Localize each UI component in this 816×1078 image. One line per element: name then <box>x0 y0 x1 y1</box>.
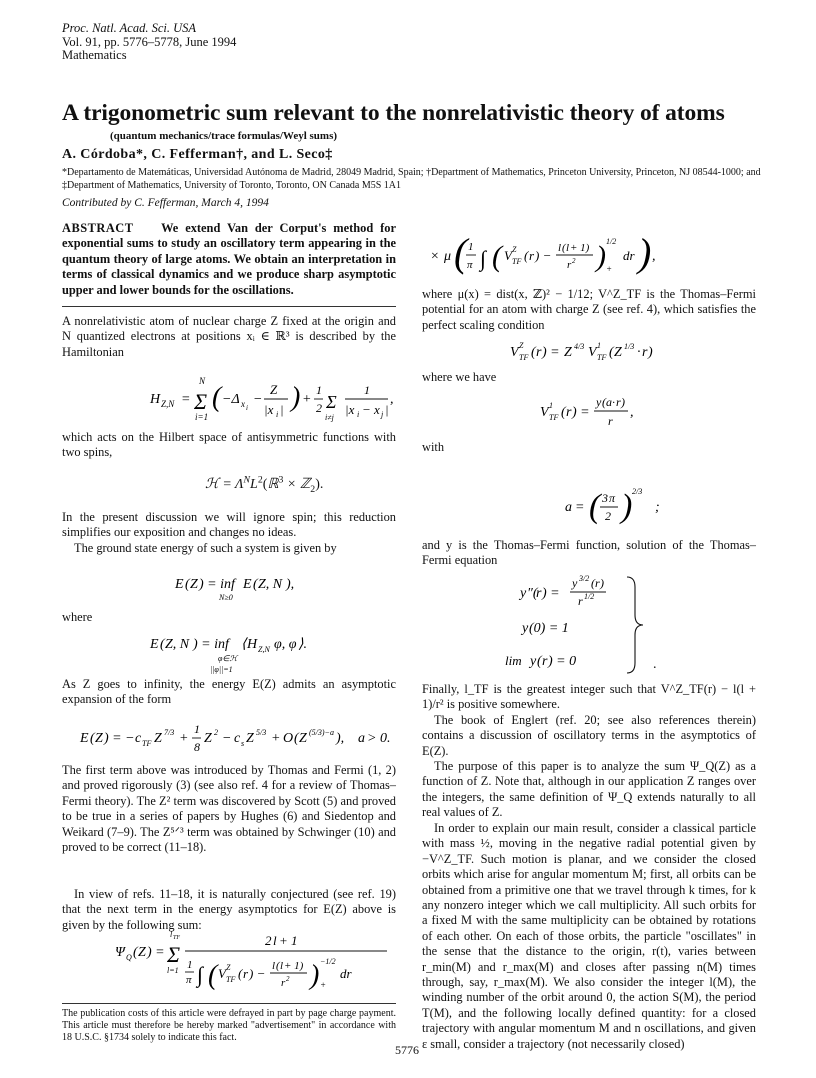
svg-text:r: r <box>529 248 535 263</box>
paper-title: A trigonometric sum relevant to the nonrelativistic theory of atoms <box>62 100 725 126</box>
abstract <box>62 221 396 298</box>
equation-hamiltonian <box>150 370 400 424</box>
svg-text:): ) <box>596 240 606 273</box>
svg-text:E: E <box>80 731 89 746</box>
svg-text:r: r <box>608 414 613 428</box>
hilbert-render: ℋ = $\Lambda^NL^2(ℝ^3$ × ℤ$_2$). <box>205 474 324 495</box>
svg-text:(: ( <box>238 966 243 981</box>
svg-text:∫: ∫ <box>480 246 487 271</box>
svg-text:E: E <box>175 577 184 592</box>
svg-text:r: r <box>567 259 572 271</box>
svg-text:l: l <box>273 933 277 948</box>
left-p7: In view of refs. 11–18, it is naturally conjectured (see ref. 19) that the next term in the energy asymptotics for E(Z) above is given by the following sum: <box>62 887 396 932</box>
svg-text:″(: ″( <box>527 586 538 601</box>
svg-text:,: , <box>390 392 394 407</box>
svg-text:r: r <box>578 594 583 608</box>
svg-text:c: c <box>135 731 142 746</box>
svg-text:+ 1: + 1 <box>279 933 298 948</box>
svg-text:O: O <box>283 731 294 746</box>
svg-text:TF: TF <box>142 739 152 748</box>
right-purpose: The purpose of this paper is to analyze the sum Ψ_Q(Z) as a function of Z. Note that, although in our application Z ranges over the integers, the same definition of Ψ_Q extends naturally to all real values of Z. <box>422 759 756 820</box>
equation-scaling <box>510 340 710 364</box>
svg-text:2: 2 <box>316 401 322 415</box>
svg-text:r: r <box>536 586 542 601</box>
keywords: (quantum mechanics/trace formulas/Weyl sums) <box>110 130 338 142</box>
svg-text:r: r <box>243 966 249 981</box>
svg-text:s: s <box>241 739 245 748</box>
svg-text:l: l <box>280 960 284 972</box>
svg-text:y: y <box>596 395 602 409</box>
svg-text:|x: |x <box>264 402 274 417</box>
equation-hilbert <box>205 474 323 494</box>
svg-text:(: ( <box>589 488 601 525</box>
svg-text:1: 1 <box>549 401 553 410</box>
svg-text:2: 2 <box>214 728 218 737</box>
svg-text:(: ( <box>609 345 614 360</box>
svg-text:(: ( <box>537 654 542 669</box>
equation-psi <box>115 928 395 1000</box>
svg-text:2: 2 <box>286 975 290 983</box>
svg-text:=: = <box>575 500 585 515</box>
svg-text:V: V <box>540 405 549 420</box>
svg-text:1/3: 1/3 <box>624 342 635 351</box>
svg-text:y: y <box>530 654 537 669</box>
svg-text:): ) <box>621 488 633 525</box>
left-p3: In the present discussion we will ignore spin; this reduction simplifies our exposition and changes no ideas. <box>62 510 396 540</box>
svg-text:φ, φ: φ, φ <box>274 637 297 652</box>
footnote: The publication costs of this article were defrayed in part by page charge payment. This article must therefore be hereby marked "advertisement" in accordance with 18 U.S.C. §1734 solely to indicate this fact. <box>62 1008 396 1043</box>
svg-text:Z: Z <box>564 345 572 360</box>
svg-text:(: ( <box>454 230 468 275</box>
svg-text:Σ: Σ <box>194 389 208 414</box>
svg-text:lim: lim <box>505 653 522 668</box>
svg-text:1: 1 <box>316 383 322 397</box>
svg-text:(: ( <box>253 577 258 592</box>
svg-text:l: l <box>170 930 173 939</box>
svg-text:V: V <box>218 966 226 981</box>
svg-text:H: H <box>150 392 161 407</box>
svg-text:(: ( <box>492 240 502 273</box>
svg-text:l: l <box>566 242 570 254</box>
svg-text:×: × <box>430 249 440 264</box>
svg-text:(: ( <box>185 577 190 592</box>
svg-text:(: ( <box>531 345 536 360</box>
svg-text:a: a <box>358 731 365 746</box>
svg-text:): ) <box>310 960 320 991</box>
svg-text:π: π <box>186 974 192 986</box>
svg-text:Ψ: Ψ <box>115 945 125 960</box>
left-p4: The ground state energy of such a system is given by <box>74 541 337 555</box>
svg-text:N≥0: N≥0 <box>219 593 233 602</box>
svg-text:i=1: i=1 <box>195 412 209 422</box>
svg-text:y: y <box>520 586 527 601</box>
svg-text:·: · <box>637 345 641 360</box>
svg-text:Z: Z <box>246 731 254 746</box>
svg-text:(: ( <box>562 242 566 254</box>
svg-text:c: c <box>234 731 241 746</box>
equation-ezn <box>150 634 350 678</box>
svg-text:TF: TF <box>597 353 607 362</box>
svg-text:) −: ) − <box>535 248 552 263</box>
svg-text:TF: TF <box>519 353 529 362</box>
svg-text:·: · <box>612 395 615 409</box>
svg-text:(: ( <box>208 960 218 991</box>
svg-text:2: 2 <box>572 257 576 265</box>
svg-text:) = −: ) = − <box>104 731 135 746</box>
svg-text:(: ( <box>561 405 566 420</box>
svg-text:Z,N: Z,N <box>161 399 175 409</box>
svg-text:Z: Z <box>270 382 278 397</box>
ez-render <box>175 574 305 604</box>
svg-text:|: | <box>385 402 389 417</box>
svg-text:+: + <box>179 731 189 746</box>
svg-text:Z: Z <box>204 731 212 746</box>
svg-text:=: = <box>181 392 191 407</box>
svg-text:1: 1 <box>468 241 474 253</box>
svg-text:Σ: Σ <box>167 942 181 967</box>
scaling-render <box>510 340 710 364</box>
equation-ez <box>175 574 295 604</box>
equation-mu <box>430 216 730 288</box>
left-p5: As Z goes to infinity, the energy E(Z) admits an asymptotic expansion of the form <box>62 677 396 707</box>
svg-text:8: 8 <box>194 740 200 754</box>
svg-text:H: H <box>247 637 258 652</box>
svg-text:Z: Z <box>190 577 198 592</box>
right-finally: Finally, l_TF is the greatest integer such that V^Z_TF(r) − l(l + 1)/r² is positive somewhere. <box>422 682 756 712</box>
svg-text:V: V <box>504 248 512 263</box>
svg-text:π: π <box>467 259 473 271</box>
journal-name: Proc. Natl. Acad. Sci. USA <box>62 21 197 35</box>
svg-text:1/2: 1/2 <box>606 237 617 246</box>
svg-text:2/3: 2/3 <box>632 487 643 496</box>
svg-text:Z,N: Z,N <box>258 645 270 654</box>
svg-text:Z: Z <box>299 731 307 746</box>
svg-text:5/3: 5/3 <box>256 728 267 737</box>
svg-text:+: + <box>271 731 281 746</box>
svg-text:TF: TF <box>173 935 181 941</box>
svg-text:),: ), <box>336 731 345 746</box>
page-number: 5776 <box>395 1043 419 1057</box>
svg-text:(: ( <box>160 637 165 652</box>
svg-text:Z, N: Z, N <box>165 637 190 652</box>
abstract-divider <box>62 306 396 307</box>
period-mark: . <box>653 657 657 672</box>
svg-text:⟩.: ⟩. <box>298 637 307 652</box>
svg-text:,: , <box>630 405 634 420</box>
svg-text:1: 1 <box>364 383 370 397</box>
svg-text:) −: ) − <box>249 966 266 981</box>
svg-text:(: ( <box>591 576 595 590</box>
svg-text:|x: |x <box>345 402 355 417</box>
mu-render <box>430 216 730 288</box>
svg-text:⟨: ⟨ <box>241 637 247 652</box>
left-p6: The first term above was introduced by Thomas and Fermi (1, 2) and proved rigorously (3) (see also ref. 4 for a review of Thomas–Fermi theory). The Z² term was discovered by Scott (5) and proved to be true in a series of papers by Hughes (6) and Siedentop and Weikard (7–9). The Z⁵ᐟ³ term was obtained by Schwinger (10) and proved to be correct (11–18). <box>62 763 396 855</box>
authors: A. Córdoba*, C. Fefferman†, and L. Seco‡ <box>62 147 333 162</box>
ezn-render <box>150 634 350 678</box>
svg-text:r: r <box>595 576 600 590</box>
right-p1: where μ(x) = dist(x, ℤ)² − 1/12; V^Z_TF is the Thomas–Fermi potential for an atom with charge Z (see ref. 4), which satisfies the perfect scaling condition <box>422 287 756 332</box>
svg-text:): ) <box>621 395 625 409</box>
svg-text:Z: Z <box>226 963 231 972</box>
svg-text:E: E <box>243 577 252 592</box>
footnote-divider <box>62 1003 396 1004</box>
expansion-render <box>80 720 396 758</box>
contributed-line: Contributed by C. Fefferman, March 4, 1994 <box>62 197 269 209</box>
svg-text:(: ( <box>133 945 138 960</box>
svg-text:+: + <box>320 980 327 990</box>
section-name: Mathematics <box>62 48 127 62</box>
svg-text:dr: dr <box>623 248 635 263</box>
svg-text:TF: TF <box>226 975 236 984</box>
svg-text:(: ( <box>90 731 95 746</box>
svg-text:− x: − x <box>362 402 380 417</box>
svg-text:3/2: 3/2 <box>579 574 590 583</box>
svg-text:i≠j: i≠j <box>325 413 334 422</box>
svg-text:1: 1 <box>597 341 601 350</box>
left-where: where <box>62 610 93 624</box>
abstract-text: We extend Van der Corput's method for exponential sums to study an oscillatory term appearing in the quantum theory of large atoms. We obtain an interpretation in terms of classical dynamics and we produce sharp asymptotic upper and lower bounds for the oscillations. <box>62 221 397 297</box>
svg-text:(: ( <box>524 248 529 263</box>
a-render <box>565 482 685 532</box>
svg-text:i: i <box>357 410 360 419</box>
psi-render <box>115 928 395 1000</box>
svg-text:Q: Q <box>126 953 132 962</box>
right-englert: The book of Englert (ref. 20; see also references therein) contains a discussion of oscillatory terms in the asymptotics of E(Z). <box>422 713 756 758</box>
svg-text:2: 2 <box>265 933 272 948</box>
svg-text:+: + <box>302 392 312 407</box>
svg-text:Z: Z <box>95 731 103 746</box>
svg-text:Z, N: Z, N <box>258 577 283 592</box>
svg-text:) = inf: ) = inf <box>199 577 235 592</box>
svg-text:r: r <box>542 654 548 669</box>
svg-text:TF: TF <box>512 257 522 266</box>
svg-text:4/3: 4/3 <box>574 342 585 351</box>
svg-text:r: r <box>281 977 286 989</box>
svg-text:−1/2: −1/2 <box>320 957 336 966</box>
svg-text:7/3: 7/3 <box>164 728 175 737</box>
svg-text:V: V <box>510 345 519 360</box>
svg-text:1/2: 1/2 <box>584 592 595 601</box>
svg-text:(: ( <box>212 382 222 413</box>
svg-text:TF: TF <box>549 413 559 422</box>
equation-v1 <box>540 393 690 433</box>
volume-line: Vol. 91, pp. 5776–5778, June 1994 <box>62 34 237 49</box>
svg-text:) =: ) = <box>147 945 165 960</box>
svg-text:x: x <box>241 399 245 409</box>
svg-text:),: ), <box>286 577 295 592</box>
right-order: In order to explain our main result, consider a classical particle with mass ½, moving in the negative radial potential given by −V^Z_TF. Such motion is planar, and we consider the closed orbits which arise for angular momentum M; first, all orbits can be obtained from a primitive one that we travel through k times, for k any nonzero integer which we call multiplicity. All such orbits for a fixed M with the same multiplicity can be obtained by rotations of each other. On each of those orbits, the particle "oscillates" in the sense that the distance to the origin, r(t), varies between r_min(M) and r_max(M) and closes after passing n(M) times through, say, r_max(M). We also consider the integer l(M), the winding number of the orbit around 0, the action S(M), the period T(M), and the following locally defined quantity: for a closed trajectory with angular momentum M and n oscillations, and given ε small, consider a trajectory (not necessarily closed) <box>422 821 756 1051</box>
svg-text:) =: ) = <box>572 405 590 420</box>
svg-text:E: E <box>150 637 159 652</box>
abstract-label: ABSTRACT <box>62 221 134 235</box>
svg-text:r: r <box>566 405 572 420</box>
svg-text:(: ( <box>276 960 280 972</box>
equation-a <box>565 482 685 532</box>
svg-text:+: + <box>606 264 613 274</box>
svg-text:;: ; <box>655 500 660 515</box>
svg-text:y: y <box>522 621 529 636</box>
svg-text:y: y <box>572 576 578 590</box>
svg-text:N: N <box>199 376 206 386</box>
svg-text:) = 0: ) = 0 <box>548 654 577 669</box>
svg-text:a: a <box>606 395 612 409</box>
svg-text:|: | <box>280 402 284 417</box>
brace-render <box>625 575 649 675</box>
svg-text:r: r <box>642 345 648 360</box>
svg-text:l: l <box>558 242 562 254</box>
svg-text:+ 1): + 1) <box>570 242 590 254</box>
svg-text:r: r <box>536 345 542 360</box>
svg-text:2: 2 <box>605 509 611 523</box>
svg-text:(: ( <box>294 731 299 746</box>
hamiltonian-render <box>150 370 400 424</box>
right-andy: and y is the Thomas–Fermi function, solution of the Thomas–Fermi equation <box>422 538 756 568</box>
svg-text:Z: Z <box>154 731 162 746</box>
svg-text:(5/3)−a: (5/3)−a <box>309 728 334 737</box>
system-brace <box>625 575 649 675</box>
left-p1: A nonrelativistic atom of nuclear charge Z fixed at the origin and N quantized electrons at positions xᵢ ∈ ℝ³ is described by the Hamiltonian <box>62 314 396 359</box>
svg-text:> 0.: > 0. <box>367 731 391 746</box>
svg-text:): ) <box>291 382 301 413</box>
svg-text:(: ( <box>602 395 606 409</box>
svg-text:) = inf: ) = inf <box>193 637 229 652</box>
svg-text:−Δ: −Δ <box>222 392 240 407</box>
svg-text:): ) <box>600 576 604 590</box>
svg-text:π: π <box>609 491 616 505</box>
svg-text:) =: ) = <box>542 345 560 360</box>
svg-text:(0) = 1: (0) = 1 <box>529 621 569 636</box>
journal-header <box>62 22 236 63</box>
v1-render <box>540 393 690 433</box>
left-p2: which acts on the Hilbert space of antisymmetric functions with two spins, <box>62 430 396 460</box>
svg-text:Σ: Σ <box>326 392 337 412</box>
svg-text:Z: Z <box>512 245 517 254</box>
svg-text:): ) <box>648 345 653 360</box>
svg-text:1: 1 <box>187 959 193 971</box>
svg-text:+ 1): + 1) <box>284 960 304 972</box>
svg-text:Z: Z <box>138 945 146 960</box>
right-wherewehave: where we have <box>422 370 497 384</box>
svg-text:i: i <box>276 410 279 419</box>
svg-text:φ∈ℋ: φ∈ℋ <box>218 654 238 663</box>
svg-text:a: a <box>565 500 572 515</box>
svg-text:j: j <box>381 410 384 419</box>
svg-text:V: V <box>588 345 597 360</box>
svg-text:i: i <box>246 404 248 412</box>
svg-text:μ: μ <box>444 249 452 264</box>
svg-text:): ) <box>638 230 652 275</box>
equation-expansion <box>80 720 396 758</box>
svg-text:l=1: l=1 <box>167 966 179 975</box>
right-with: with <box>422 440 445 454</box>
svg-text:−: − <box>222 731 232 746</box>
svg-text:r: r <box>616 395 621 409</box>
svg-text:,: , <box>652 249 656 264</box>
svg-text:) =: ) = <box>542 586 560 601</box>
svg-text:∫: ∫ <box>197 962 204 987</box>
affiliations: *Departamento de Matemáticas, Universidad Autónoma de Madrid, 28049 Madrid, Spain; †Department of Mathematics, Princeton University, Princeton, NJ 08544-1000; and ‡Department of Mathematics, University of Toronto, Toronto, ON Canada M5S 1A1 <box>62 167 761 191</box>
svg-text:Z: Z <box>614 345 622 360</box>
svg-text:dr: dr <box>340 966 352 981</box>
svg-text:3: 3 <box>602 491 608 505</box>
svg-text:−: − <box>253 392 263 407</box>
svg-text:||φ||=1: ||φ||=1 <box>210 665 233 674</box>
svg-text:l: l <box>272 960 276 972</box>
svg-text:Z: Z <box>519 341 524 350</box>
svg-text:1: 1 <box>194 722 200 736</box>
